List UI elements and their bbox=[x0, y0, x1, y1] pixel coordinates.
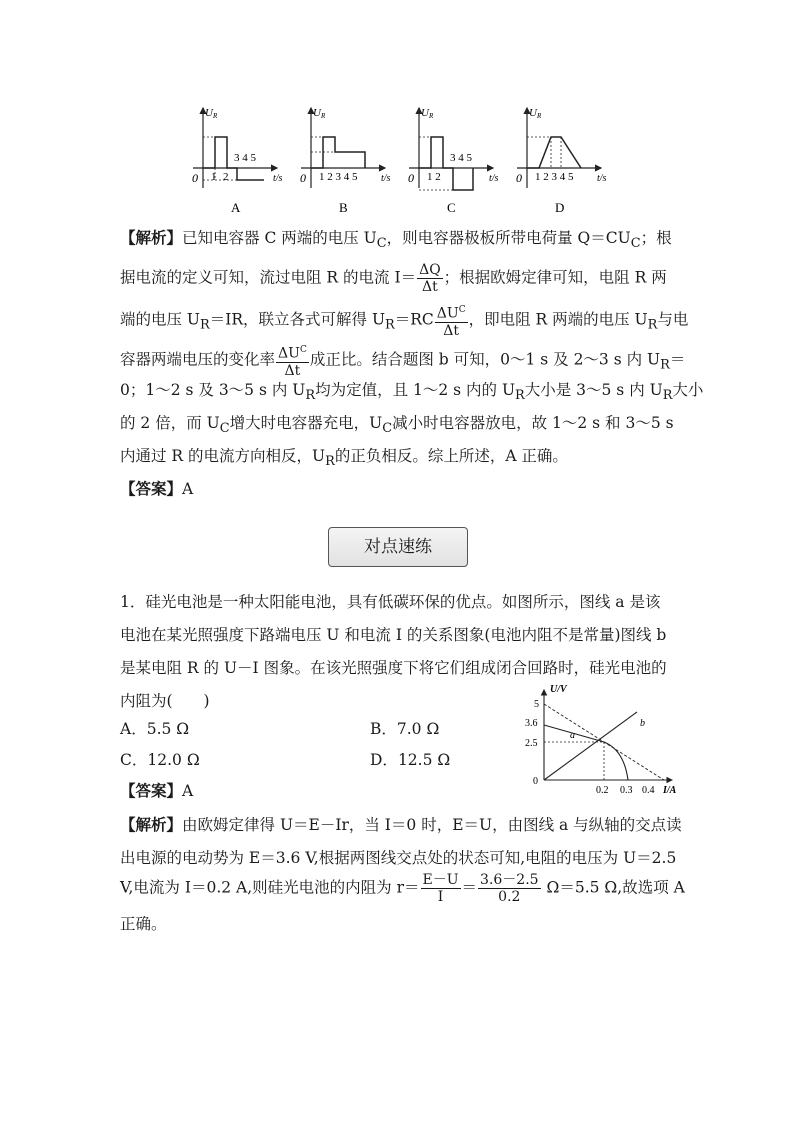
fraction-dq-dt: $\frac{\Delta Q}{\Delta t}$ bbox=[419, 262, 441, 295]
curve-b bbox=[544, 712, 637, 780]
svg-text:1 2 3 4 5: 1 2 3 4 5 bbox=[535, 171, 574, 183]
fraction-duc-dt: $\frac{\Delta U^C}{\Delta t}$ bbox=[435, 302, 468, 339]
svg-text:1 2 3 4 5: 1 2 3 4 5 bbox=[319, 171, 358, 183]
svg-text:UR: UR bbox=[421, 107, 434, 120]
svg-text:t/s: t/s bbox=[381, 173, 391, 184]
option-c[interactable]: C．12.0 Ω bbox=[120, 751, 200, 769]
graph-a-option: A bbox=[231, 200, 241, 215]
fraction-values: $\frac{3.6-2.5}{0.2}$ bbox=[480, 872, 539, 905]
graph2-y36: 3.6 bbox=[525, 718, 538, 729]
graph-c-option: C bbox=[447, 200, 456, 215]
graph-d bbox=[516, 107, 607, 215]
svg-text:0: 0 bbox=[516, 171, 522, 185]
fraction-duc-dt-2: $\frac{\Delta U^C}{\Delta t}$ bbox=[276, 342, 309, 379]
graph-c bbox=[408, 107, 499, 215]
graph-d-option: D bbox=[555, 200, 565, 215]
graph2-x04: 0.4 bbox=[642, 785, 655, 796]
option-a[interactable]: A．5.5 Ω bbox=[120, 720, 190, 738]
option-b[interactable]: B．7.0 Ω bbox=[370, 720, 440, 738]
graph2-y5: 5 bbox=[534, 699, 539, 710]
ui-graph bbox=[522, 680, 692, 802]
answer2-line: 【答案】A bbox=[120, 781, 194, 800]
option-d[interactable]: D．12.5 Ω bbox=[370, 751, 451, 769]
section-title: 对点速练 bbox=[328, 527, 468, 567]
svg-text:UR: UR bbox=[313, 107, 326, 120]
analysis1-line4: 容器两端电压的变化率 $\frac{\Delta U^C}{\Delta t}$ 成正比。结合题图 b 可知，0～1 s 及 2～3 s 内 $U_R=$ bbox=[120, 342, 685, 379]
svg-text:t/s: t/s bbox=[597, 173, 607, 184]
fraction-eu-i: $\frac{E-U}{I}$ bbox=[422, 872, 459, 905]
analysis1-line2: 据电流的定义可知，流过电阻 R 的电流 I＝ $\frac{\Delta Q}{\Delta t}$ ；根据欧姆定律可知，电阻 R 两 bbox=[120, 262, 667, 295]
graph2-x03: 0.3 bbox=[620, 785, 633, 796]
graph-a-t1: 1 bbox=[211, 171, 217, 183]
graph-b-option: B bbox=[339, 200, 348, 215]
graph2-label-b: b bbox=[640, 718, 645, 729]
question1-line1: 1．硅光电池是一种太阳能电池，具有低碳环保的优点。如图所示，图线 a 是该 bbox=[120, 593, 661, 611]
answer1-value: A bbox=[182, 480, 194, 498]
graph2-xlabel: I/A bbox=[663, 785, 677, 796]
graph-a-ylabel: UR bbox=[205, 107, 218, 120]
question1-line3: 是某电阻 R 的 U－I 图象。在该光照强度下将它们组成闭合回路时，硅光电池的 bbox=[120, 659, 667, 677]
graph-a-xlabel: t/s bbox=[273, 173, 283, 184]
analysis2-line1: 【解析】由欧姆定律得 U＝E－Ir，当 I＝0 时，E＝U，由图线 a 与纵轴的交点读 bbox=[120, 815, 682, 834]
svg-text:UR: UR bbox=[529, 107, 542, 120]
graph2-y0: 0 bbox=[533, 776, 538, 787]
graph-a-t345: 3 4 5 bbox=[234, 152, 256, 164]
graph2-ylabel: U/V bbox=[550, 684, 567, 695]
analysis2-line4: 正确。 bbox=[120, 915, 167, 933]
graph-a-t2: 2 bbox=[223, 171, 229, 183]
analysis1-line7: 内通过 R 的电流方向相反，$U_R$的正负相反。综上所述，A 正确。 bbox=[120, 447, 568, 470]
svg-text:1 2: 1 2 bbox=[427, 171, 441, 183]
analysis1-line1: 【解析】已知电容器 C 两端的电压 $U_C$，则电容器极板所带电荷量 $Q=CU_C$；根 bbox=[120, 228, 672, 252]
analysis1-line6: 的 2 倍，而 $U_C$增大时电容器充电，$U_C$减小时电容器放电，故 1～2 s 和 3～5 s bbox=[120, 414, 674, 437]
analysis1-line3: 端的电压 $U_R=IR$，联立各式可解得 $U_R=RC$ $\frac{\Delta U^C}{\Delta t}$ ，即电阻 R 两端的电压 $U_R$与电 bbox=[120, 302, 688, 339]
graph2-label-a: a bbox=[570, 730, 575, 741]
answer-tag: 【答案】 bbox=[120, 479, 183, 498]
analysis2-line3: V,电流为 I＝0.2 A,则硅光电池的内阻为 r＝ $\frac{E-U}{I}$ ＝ $\frac{3.6-2.5}{0.2}$ Ω＝5.5 Ω,故选项 A bbox=[120, 872, 685, 905]
answer1-line bbox=[120, 479, 193, 499]
analysis1-line5: 0；1～2 s 及 3～5 s 内 $U_R$均为定值，且 1～2 s 内的 $U_R$大小是 3～5 s 内 $U_R$大小 bbox=[120, 381, 704, 404]
svg-text:3 4 5: 3 4 5 bbox=[450, 152, 472, 164]
graph-a-origin: 0 bbox=[192, 171, 198, 185]
answer2-value: A bbox=[182, 782, 194, 800]
svg-text:t/s: t/s bbox=[489, 173, 499, 184]
svg-text:0: 0 bbox=[408, 171, 414, 185]
analysis-tag: 【解析】 bbox=[120, 228, 183, 247]
graph2-y25: 2.5 bbox=[525, 738, 538, 749]
option-graphs bbox=[185, 100, 605, 218]
question1-line4: 内阻为( ) bbox=[120, 692, 210, 710]
graph-a bbox=[192, 107, 283, 215]
curve-a bbox=[544, 725, 628, 780]
svg-text:0: 0 bbox=[300, 171, 306, 185]
question1-line2: 电池在某光照强度下路端电压 U 和电流 I 的关系图象(电池内阻不是常量)图线 b bbox=[120, 626, 667, 644]
graph-b bbox=[300, 107, 391, 215]
analysis2-line2: 出电源的电动势为 E＝3.6 V,根据两图线交点处的状态可知,电阻的电压为 U＝2.5 bbox=[120, 849, 677, 867]
graph2-x02: 0.2 bbox=[596, 785, 609, 796]
